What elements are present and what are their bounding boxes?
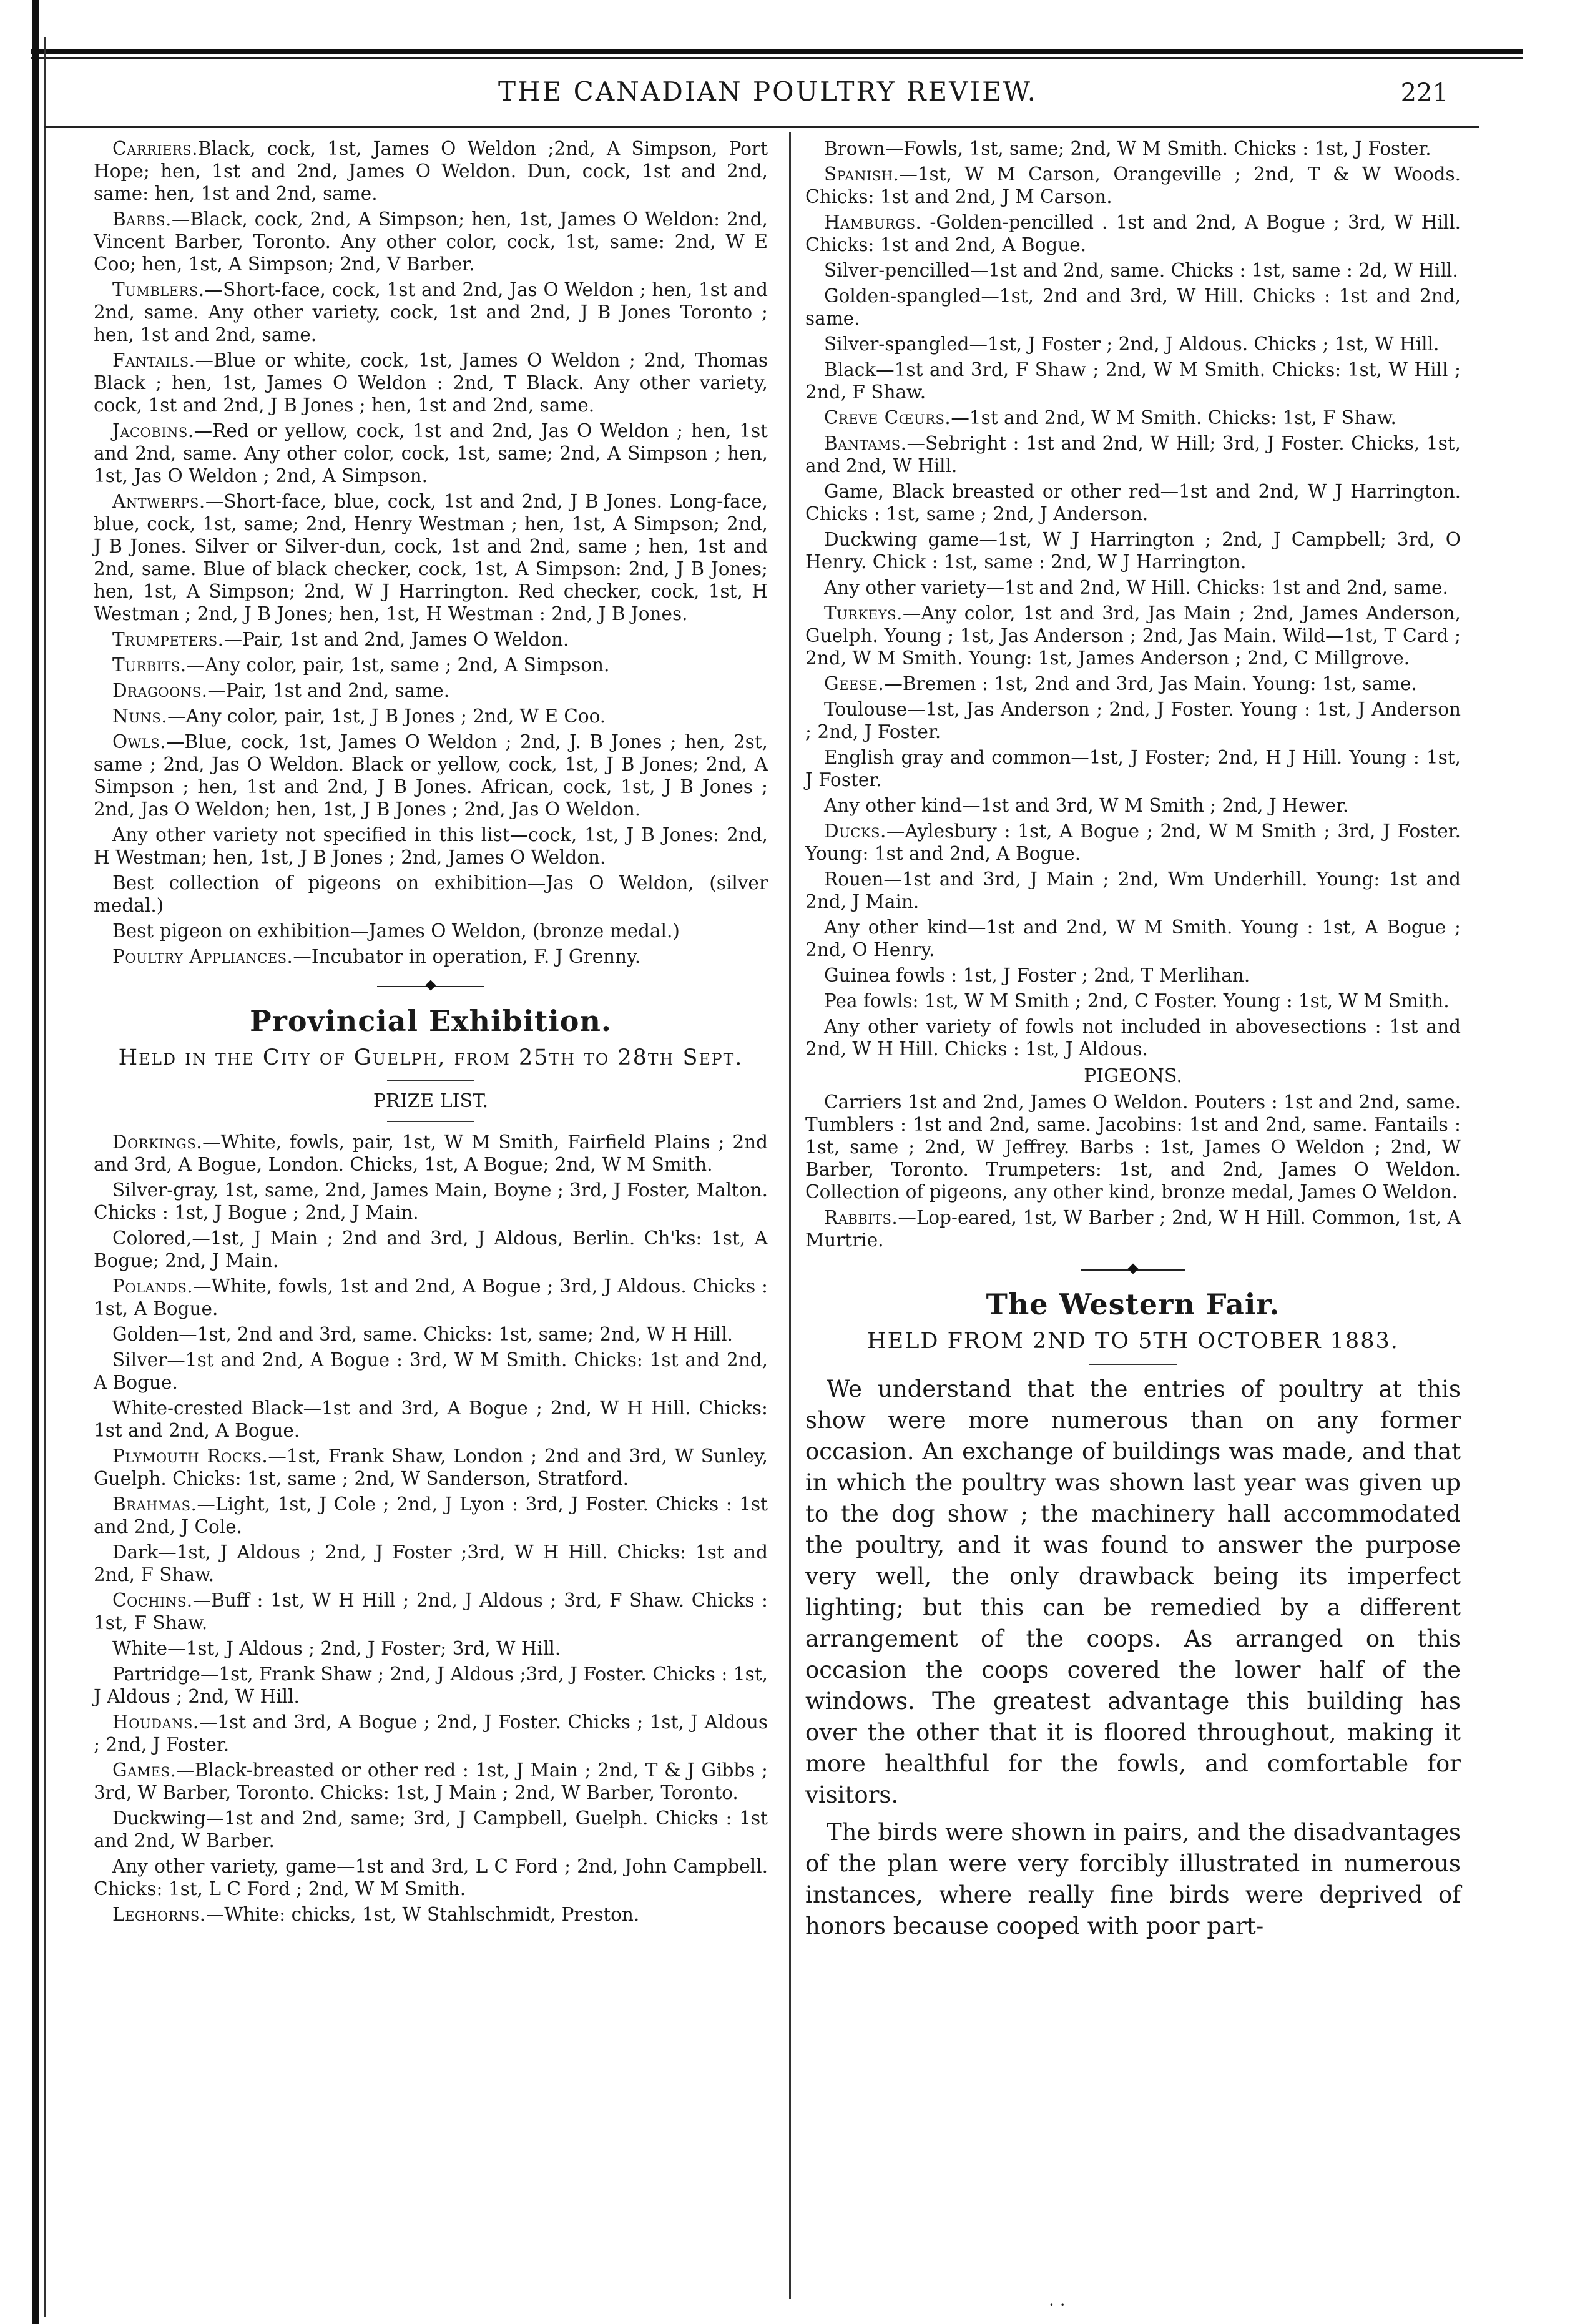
entry-text: Silver—1st and 2nd, A Bogue : 3rd, W M Smith. Chicks: 1st and 2nd, A Bogue. bbox=[94, 1349, 768, 1393]
entry-label: Creve Cœurs. bbox=[824, 407, 951, 428]
entry-text: —1st, Frank Shaw, London ; 2nd and 3rd, W Sunley, Guelph. Chicks: 1st, same ; 2nd, W Sanderson, Stratford. bbox=[94, 1445, 768, 1489]
entry-text: —1st and 3rd, A Bogue ; 2nd, J Foster. Chicks ; 1st, J Aldous ; 2nd, J Foster. bbox=[94, 1711, 768, 1755]
entry-text: Duckwing game—1st, W J Harrington ; 2nd, J Campbell; 3rd, O Henry. Chick : 1st, same : 2nd, W J Harrington. bbox=[805, 529, 1461, 573]
pigeon-results-list bbox=[94, 137, 768, 968]
provincial-held-line: Held in the City of Guelph, from 25th to 28th Sept. bbox=[118, 1045, 743, 1070]
article-paragraph: The birds were shown in pairs, and the disadvantages of the plan were very forcibly illustrated in numerous instances, where really fine birds were deprived of honors because cooped with poor part- bbox=[805, 1819, 1461, 1939]
list-item bbox=[805, 432, 1461, 477]
list-item bbox=[94, 1349, 768, 1394]
list-item bbox=[94, 705, 768, 727]
list-item bbox=[94, 490, 768, 625]
entry-text: Dark—1st, J Aldous ; 2nd, J Foster ;3rd, W H Hill. Chicks: 1st and 2nd, F Shaw. bbox=[94, 1542, 768, 1585]
entry-text: Silver-gray, 1st, same, 2nd, James Main, Boyne ; 3rd, J Foster, Malton. Chicks : 1st, J Bogue ; 2nd, J Main. bbox=[94, 1179, 768, 1223]
list-item bbox=[94, 872, 768, 917]
entry-text: —Black, cock, 2nd, A Simpson; hen, 1st, James O Weldon: 2nd, Vincent Barber, Toronto. Any other color, cock, 1st, same: 2nd, W E Coo; hen, 1st, A Simpson; 2nd, V Barber. bbox=[94, 209, 768, 275]
list-item bbox=[94, 1323, 768, 1346]
entry-text: Any other kind—1st and 2nd, W M Smith. Young : 1st, A Bogue ; 2nd, O Henry. bbox=[805, 917, 1461, 960]
entry-text: Rouen—1st and 3rd, J Main ; 2nd, Wm Underhill. Young: 1st and 2nd, J Main. bbox=[805, 869, 1461, 912]
entry-text: Any other variety, game—1st and 3rd, L C Ford ; 2nd, John Campbell. Chicks: 1st, L C Ford ; 2nd, W M Smith. bbox=[94, 1856, 768, 1899]
pigeons-heading: PIGEONS. bbox=[1084, 1065, 1182, 1087]
list-item bbox=[94, 420, 768, 487]
entry-text: —Short-face, blue, cock, 1st and 2nd, J B Jones. Long-face, blue, cock, 1st, same; 2nd, Henry Westman ; hen, 1st, A Simpson; 2nd, J B Jones. Silver or Silver-dun, cock, 1st and 2nd, same ; hen, 1st and 2nd, same. Blue of black checker, cock, 1st, A Simpson: 2nd, J B Jones; hen, 1st, A Simpson; 2nd, W J Harrington. Red checker, cock, 1st, H Westman ; 2nd, J B Jones; hen, 1st, H Westman : 2nd, J B Jones. bbox=[94, 491, 768, 624]
entry-text: Golden-spangled—1st, 2nd and 3rd, W Hill. Chicks : 1st and 2nd, same. bbox=[805, 285, 1461, 329]
entry-label: Owls. bbox=[112, 731, 166, 752]
entry-text: Best pigeon on exhibition—James O Weldon, (bronze medal.) bbox=[112, 920, 680, 942]
entry-label: Turkeys. bbox=[824, 603, 903, 624]
list-item bbox=[94, 1663, 768, 1708]
list-item bbox=[805, 528, 1461, 573]
entry-text: Silver-pencilled—1st and 2nd, same. Chicks : 1st, same : 2d, W Hill. bbox=[824, 260, 1458, 281]
short-rule bbox=[387, 1121, 474, 1122]
section-title-western-fair: The Western Fair. bbox=[986, 1288, 1280, 1321]
entry-text: Any other variety—1st and 2nd, W Hill. Chicks: 1st and 2nd, same. bbox=[824, 577, 1448, 598]
entry-text: Any other variety not specified in this list—cock, 1st, J B Jones: 2nd, H Westman; hen, 1st, J B Jones ; 2nd, James O Weldon. bbox=[94, 824, 768, 868]
list-item bbox=[94, 945, 768, 968]
entry-text: Any other kind—1st and 3rd, W M Smith ; 2nd, J Hewer. bbox=[824, 795, 1349, 816]
entry-text: —Any color, 1st and 3rd, Jas Main ; 2nd, James Anderson, Guelph. Young ; 1st, Jas Anderson ; 2nd, Jas Main. Wild—1st, T Card ; 2nd, W M Smith. Young: 1st, James Anderson ; 2nd, C Millgrove. bbox=[805, 603, 1461, 669]
entry-text: —1st, W M Carson, Orangeville ; 2nd, T & W Woods. Chicks: 1st and 2nd, J M Carson. bbox=[805, 164, 1461, 207]
entry-text: Brown—Fowls, 1st, same; 2nd, W M Smith. Chicks : 1st, J Foster. bbox=[824, 138, 1431, 159]
entry-text: —Aylesbury : 1st, A Bogue ; 2nd, W M Smith ; 3rd, J Foster. Young: 1st and 2nd, A Bogue. bbox=[805, 820, 1461, 864]
entry-text: —Sebright : 1st and 2nd, W Hill; 3rd, J Foster. Chicks, 1st, and 2nd, W Hill. bbox=[805, 433, 1461, 476]
list-item bbox=[94, 1637, 768, 1660]
entry-label: Turbits. bbox=[112, 654, 187, 676]
entry-text: —Any color, pair, 1st, same ; 2nd, A Simpson. bbox=[186, 654, 610, 676]
list-item bbox=[94, 1131, 768, 1176]
entry-label: Geese. bbox=[824, 673, 885, 694]
entry-text: —Red or yellow, cock, 1st and 2nd, Jas O Weldon ; hen, 1st and 2nd, same. Any other color, cock, 1st, same; 2nd, A Simpson ; hen, 1st, Jas O Weldon ; 2nd, A Simpson. bbox=[94, 420, 768, 486]
list-item bbox=[94, 1903, 768, 1926]
left-margin-line bbox=[44, 37, 46, 2317]
entry-text: —White: chicks, 1st, W Stahlschmidt, Preston. bbox=[205, 1904, 640, 1925]
entry-label: Nuns. bbox=[112, 706, 168, 727]
entry-text: —Blue, cock, 1st, James O Weldon ; 2nd, J. B Jones ; hen, 2st, same ; 2nd, Jas O Weldon. Black or yellow, cock, 1st, J B Jones; 2nd, A Simpson ; hen, 1st and 2nd, J B Jones. African, cock, 1st, J B Jones ; 2nd, Jas O Weldon; hen, 1st, J B Jones ; 2nd, Jas O Weldon. bbox=[94, 731, 768, 820]
entry-label: Jacobins. bbox=[112, 420, 194, 441]
column-divider bbox=[789, 132, 791, 2299]
western-fair-held-line: HELD FROM 2ND TO 5TH OCTOBER 1883. bbox=[867, 1329, 1399, 1354]
list-item bbox=[805, 868, 1461, 913]
list-item bbox=[94, 1179, 768, 1224]
list-item bbox=[805, 794, 1461, 817]
entry-text: Pea fowls: 1st, W M Smith ; 2nd, C Foster. Young : 1st, W M Smith. bbox=[824, 990, 1450, 1012]
entry-label: Leghorns. bbox=[112, 1904, 206, 1925]
list-item bbox=[94, 731, 768, 820]
entry-text: English gray and common—1st, J Foster; 2nd, H J Hill. Young : 1st, J Foster. bbox=[805, 747, 1461, 790]
entry-text: —Pair, 1st and 2nd, James O Weldon. bbox=[223, 629, 569, 650]
entry-label: Polands. bbox=[112, 1276, 194, 1297]
entry-label: Antwerps. bbox=[112, 491, 205, 512]
list-item bbox=[94, 137, 768, 205]
entry-label: Ducks. bbox=[824, 820, 886, 842]
entry-text: Carriers 1st and 2nd, James O Weldon. Pouters : 1st and 2nd, same. Tumblers : 1st and 2nd, same. Jacobins: 1st and 2nd, same. Fantails : 1st, same ; 2nd, W Jeffrey. Barbs : 1st, James O Weldon ; 2nd, W Barber, Toronto. Trumpeters: 1st, and 2nd, James O Weldon. Collection of pigeons, any other kind, bronze medal, James O Weldon. bbox=[805, 1091, 1461, 1203]
entry-text: —White, fowls, pair, 1st, W M Smith, Fairfield Plains ; 2nd and 3rd, A Bogue, London. Chicks, 1st, A Bogue; 2nd, W M Smith. bbox=[94, 1131, 768, 1175]
entry-label: Poultry Appliances. bbox=[112, 946, 293, 967]
fowl-results-list bbox=[805, 137, 1461, 1060]
entry-text: Duckwing—1st and 2nd, same; 3rd, J Campbell, Guelph. Chicks : 1st and 2nd, W Barber. bbox=[94, 1808, 768, 1851]
entry-label: Bantams. bbox=[824, 433, 907, 454]
page-number: 221 bbox=[1400, 79, 1448, 107]
entry-text: Partridge—1st, Frank Shaw ; 2nd, J Aldous ;3rd, J Foster. Chicks : 1st, J Aldous ; 2nd, W Hill. bbox=[94, 1663, 768, 1707]
entry-label: Houdans. bbox=[112, 1711, 199, 1733]
entry-text: Golden—1st, 2nd and 3rd, same. Chicks: 1st, same; 2nd, W H Hill. bbox=[112, 1324, 733, 1345]
list-item bbox=[94, 1445, 768, 1490]
entry-label: Hamburgs. bbox=[824, 212, 922, 233]
list-item bbox=[805, 698, 1461, 743]
list-item bbox=[805, 820, 1461, 865]
section-ornament bbox=[805, 1264, 1461, 1276]
entry-text: —Bremen : 1st, 2nd and 3rd, Jas Main. Young: 1st, same. bbox=[884, 673, 1417, 694]
entry-text: Silver-spangled—1st, J Foster ; 2nd, J Aldous. Chicks ; 1st, W Hill. bbox=[824, 333, 1440, 355]
list-item bbox=[805, 285, 1461, 330]
entry-label: Spanish. bbox=[824, 164, 900, 185]
section-title-provincial: Provincial Exhibition. bbox=[250, 1004, 612, 1038]
entry-text: —Any color, pair, 1st, J B Jones ; 2nd, W E Coo. bbox=[167, 706, 606, 727]
list-item bbox=[805, 916, 1461, 961]
entry-text: —Black-breasted or other red : 1st, J Main ; 2nd, T & J Gibbs ; 3rd, W Barber, Toronto. Chicks: 1st, J Main ; 2nd, W Barber, Toronto. bbox=[94, 1760, 768, 1803]
list-item bbox=[94, 1759, 768, 1804]
list-item bbox=[94, 278, 768, 346]
article-paragraph: We understand that the entries of poultry at this show were more numerous than on any former occasion. An exchange of buildings was made, and that in which the poultry was shown last year was given up to the dog show ; the machinery hall accommodated the poultry, and it was found to answer the purpose very well, the only drawback being its imperfect lighting; but this can be remedied by a different arrangement of the coops. As arranged on this occasion the coops covered the lower half of the windows. The greatest advantage this building has over the other that it is floored throughout, making it more healthful for the fowls, and comfortable for visitors. bbox=[805, 1376, 1461, 1808]
entry-label: Plymouth Rocks. bbox=[112, 1445, 268, 1467]
list-item bbox=[94, 654, 768, 676]
entry-text: —Short-face, cock, 1st and 2nd, Jas O Weldon ; hen, 1st and 2nd, same. Any other variety, cock, 1st and 2nd, J B Jones Toronto ; hen, 1st and 2nd, same. bbox=[94, 279, 768, 345]
list-item bbox=[94, 628, 768, 651]
entry-text: Black, cock, 1st, James O Weldon ;2nd, A Simpson, Port Hope; hen, 1st and 2nd, James O Weldon. Dun, cock, 1st and 2nd, same: hen, 1st and 2nd, same. bbox=[94, 138, 768, 204]
list-item bbox=[94, 1275, 768, 1320]
list-item bbox=[805, 1206, 1461, 1251]
list-item bbox=[805, 1091, 1461, 1203]
page-title: THE CANADIAN POULTRY REVIEW. bbox=[498, 76, 1038, 107]
entry-text: Game, Black breasted or other red—1st and 2nd, W J Harrington. Chicks : 1st, same ; 2nd, J Anderson. bbox=[805, 481, 1461, 524]
entry-label: Dorkings. bbox=[112, 1131, 203, 1153]
short-rule bbox=[1089, 1364, 1177, 1365]
list-item bbox=[94, 1227, 768, 1272]
entry-label: Games. bbox=[112, 1760, 177, 1781]
entry-label: Carriers. bbox=[112, 138, 199, 159]
list-item bbox=[805, 964, 1461, 987]
list-item bbox=[94, 1397, 768, 1442]
prize-list-heading: PRIZE LIST. bbox=[373, 1090, 489, 1112]
entry-text: -Golden-pencilled . 1st and 2nd, A Bogue ; 3rd, W Hill. Chicks: 1st and 2nd, A Bogue. bbox=[805, 212, 1461, 255]
entry-label: Dragoons. bbox=[112, 680, 208, 701]
list-item bbox=[805, 163, 1461, 208]
list-item bbox=[805, 259, 1461, 282]
short-rule bbox=[387, 1080, 474, 1081]
entry-label: Barbs. bbox=[112, 209, 172, 230]
list-item bbox=[805, 746, 1461, 791]
entry-label: Trumpeters. bbox=[112, 629, 224, 650]
entry-label: Cochins. bbox=[112, 1590, 193, 1611]
prize-list bbox=[94, 1131, 768, 1926]
list-item bbox=[94, 1711, 768, 1756]
entry-text: Best collection of pigeons on exhibition—Jas O Weldon, (silver medal.) bbox=[94, 872, 768, 916]
header-rule bbox=[44, 126, 1479, 128]
left-margin-bar bbox=[32, 0, 39, 2324]
entry-text: Toulouse—1st, Jas Anderson ; 2nd, J Foster. Young : 1st, J Anderson ; 2nd, J Foster. bbox=[805, 699, 1461, 742]
entry-text: Colored,—1st, J Main ; 2nd and 3rd, J Aldous, Berlin. Ch'ks: 1st, A Bogue; 2nd, J Main. bbox=[94, 1228, 768, 1271]
entry-label: Brahmas. bbox=[112, 1494, 197, 1515]
entry-text: —White, fowls, 1st and 2nd, A Bogue ; 3rd, J Aldous. Chicks : 1st, A Bogue. bbox=[94, 1276, 768, 1319]
entry-text: —Incubator in operation, F. J Grenny. bbox=[293, 946, 641, 967]
list-item bbox=[805, 1015, 1461, 1060]
entry-text: —Lop-eared, 1st, W Barber ; 2nd, W H Hill. Common, 1st, A Murtrie. bbox=[805, 1207, 1461, 1251]
entry-text: —Blue or white, cock, 1st, James O Weldon ; 2nd, Thomas Black ; hen, 1st, James O Weldon : 2nd, T Black. Any other variety, cock, 1st and 2nd, J B Jones ; hen, 1st and 2nd, same. bbox=[94, 350, 768, 416]
entry-text: —Pair, 1st and 2nd, same. bbox=[207, 680, 450, 701]
footer-mark: · · bbox=[1049, 2295, 1066, 2315]
entry-text: —1st and 2nd, W M Smith. Chicks: 1st, F Shaw. bbox=[951, 407, 1396, 428]
pigeon-results bbox=[805, 1091, 1461, 1251]
list-item bbox=[94, 1493, 768, 1538]
list-item bbox=[94, 1807, 768, 1852]
page-header bbox=[50, 70, 1486, 126]
list-item bbox=[94, 824, 768, 869]
list-item bbox=[805, 406, 1461, 429]
list-item bbox=[805, 672, 1461, 695]
list-item bbox=[805, 602, 1461, 669]
entry-text: —Light, 1st, J Cole ; 2nd, J Lyon : 3rd, J Foster. Chicks : 1st and 2nd, J Cole. bbox=[94, 1494, 768, 1537]
left-column bbox=[94, 137, 768, 1929]
entry-text: —Buff : 1st, W H Hill ; 2nd, J Aldous ; 3rd, F Shaw. Chicks : 1st, F Shaw. bbox=[94, 1590, 768, 1633]
right-column bbox=[805, 137, 1461, 1948]
entry-label: Rabbits. bbox=[824, 1207, 898, 1228]
list-item bbox=[94, 920, 768, 942]
entry-label: Tumblers. bbox=[112, 279, 205, 300]
top-rule-thin bbox=[31, 57, 1523, 59]
list-item bbox=[94, 208, 768, 275]
list-item bbox=[805, 990, 1461, 1012]
top-rule bbox=[31, 49, 1523, 54]
entry-text: White-crested Black—1st and 3rd, A Bogue ; 2nd, W H Hill. Chicks: 1st and 2nd, A Bogue. bbox=[94, 1397, 768, 1441]
list-item bbox=[805, 480, 1461, 525]
list-item bbox=[94, 679, 768, 702]
entry-text: Black—1st and 3rd, F Shaw ; 2nd, W M Smith. Chicks: 1st, W Hill ; 2nd, F Shaw. bbox=[805, 359, 1461, 403]
list-item bbox=[94, 349, 768, 416]
section-ornament bbox=[94, 980, 768, 993]
entry-label: Fantails. bbox=[112, 350, 195, 371]
list-item bbox=[805, 576, 1461, 599]
list-item bbox=[805, 333, 1461, 355]
list-item bbox=[805, 358, 1461, 403]
list-item bbox=[805, 211, 1461, 256]
list-item bbox=[94, 1855, 768, 1900]
list-item bbox=[94, 1589, 768, 1634]
entry-text: Any other variety of fowls not included in abovesections : 1st and 2nd, W H Hill. Chicks : 1st, J Aldous. bbox=[805, 1016, 1461, 1060]
list-item bbox=[94, 1541, 768, 1586]
entry-text: White—1st, J Aldous ; 2nd, J Foster; 3rd, W Hill. bbox=[112, 1638, 561, 1659]
list-item bbox=[805, 137, 1461, 160]
entry-text: Guinea fowls : 1st, J Foster ; 2nd, T Merlihan. bbox=[824, 965, 1250, 986]
western-fair-article bbox=[805, 1374, 1461, 1942]
